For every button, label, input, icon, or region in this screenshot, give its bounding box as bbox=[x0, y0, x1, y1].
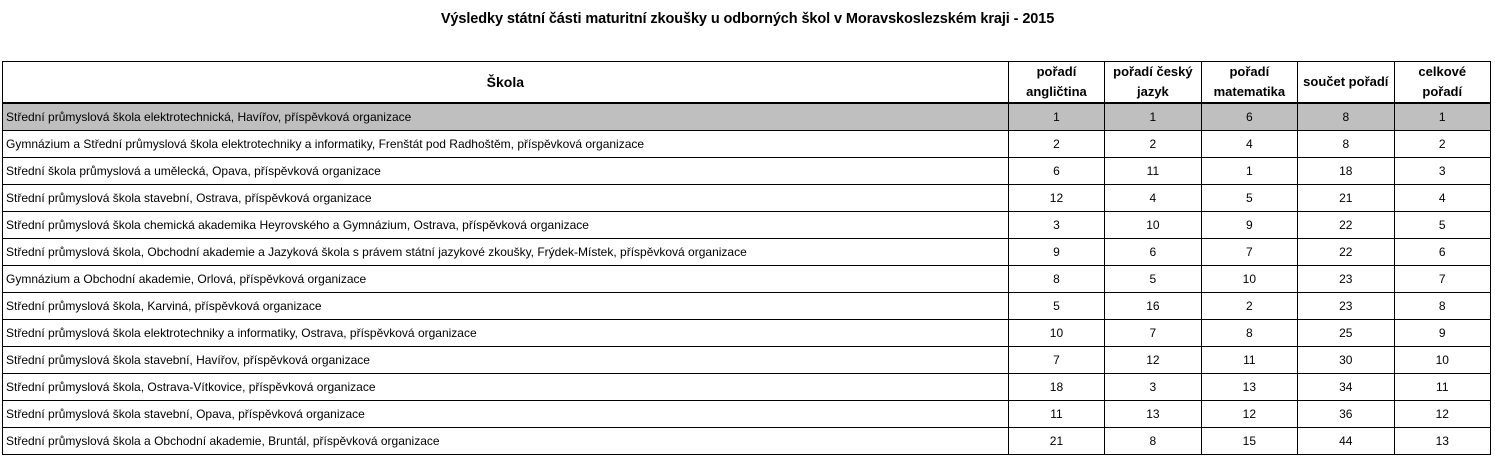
cell-overall: 9 bbox=[1394, 320, 1490, 347]
cell-overall: 2 bbox=[1394, 131, 1490, 158]
cell-overall: 5 bbox=[1394, 212, 1490, 239]
cell-sum: 8 bbox=[1298, 103, 1394, 131]
table-row[interactable] bbox=[3, 401, 1491, 428]
cell-sum: 8 bbox=[1298, 131, 1394, 158]
cell-english: 10 bbox=[1008, 320, 1104, 347]
cell-math: 2 bbox=[1201, 293, 1297, 320]
cell-sum: 34 bbox=[1298, 374, 1394, 401]
cell-math: 13 bbox=[1201, 374, 1297, 401]
cell-math: 7 bbox=[1201, 239, 1297, 266]
cell-school: Střední škola průmyslová a umělecká, Opava, příspěvková organizace bbox=[3, 158, 1009, 185]
cell-sum: 36 bbox=[1298, 401, 1394, 428]
table-row[interactable] bbox=[3, 212, 1491, 239]
cell-overall: 4 bbox=[1394, 185, 1490, 212]
cell-school: Gymnázium a Střední průmyslová škola elektrotechniky a informatiky, Frenštát pod Radhoštěm, příspěvková organizace bbox=[3, 131, 1009, 158]
cell-english: 5 bbox=[1008, 293, 1104, 320]
cell-czech: 2 bbox=[1105, 131, 1201, 158]
cell-school: Střední průmyslová škola, Ostrava-Vítkovice, příspěvková organizace bbox=[3, 374, 1009, 401]
cell-english: 11 bbox=[1008, 401, 1104, 428]
cell-math: 12 bbox=[1201, 401, 1297, 428]
cell-overall: 7 bbox=[1394, 266, 1490, 293]
table-row[interactable] bbox=[3, 131, 1491, 158]
column-header-math: pořadí matematika bbox=[1201, 62, 1297, 104]
header-row bbox=[3, 62, 1491, 104]
cell-english: 21 bbox=[1008, 428, 1104, 455]
cell-school: Střední průmyslová škola stavební, Opava, příspěvková organizace bbox=[3, 401, 1009, 428]
table-row[interactable] bbox=[3, 293, 1491, 320]
cell-sum: 25 bbox=[1298, 320, 1394, 347]
table-row[interactable] bbox=[3, 158, 1491, 185]
column-header-school: Škola bbox=[3, 62, 1009, 104]
cell-english: 12 bbox=[1008, 185, 1104, 212]
cell-czech: 5 bbox=[1105, 266, 1201, 293]
cell-math: 4 bbox=[1201, 131, 1297, 158]
cell-school: Gymnázium a Obchodní akademie, Orlová, příspěvková organizace bbox=[3, 266, 1009, 293]
table-row[interactable] bbox=[3, 374, 1491, 401]
cell-overall: 6 bbox=[1394, 239, 1490, 266]
table-row[interactable] bbox=[3, 347, 1491, 374]
cell-sum: 18 bbox=[1298, 158, 1394, 185]
cell-school: Střední průmyslová škola, Karviná, příspěvková organizace bbox=[3, 293, 1009, 320]
column-header-czech: pořadí český jazyk bbox=[1105, 62, 1201, 104]
cell-czech: 11 bbox=[1105, 158, 1201, 185]
cell-math: 8 bbox=[1201, 320, 1297, 347]
cell-math: 1 bbox=[1201, 158, 1297, 185]
table-row[interactable] bbox=[3, 266, 1491, 293]
cell-czech: 10 bbox=[1105, 212, 1201, 239]
cell-czech: 13 bbox=[1105, 401, 1201, 428]
cell-math: 11 bbox=[1201, 347, 1297, 374]
cell-math: 6 bbox=[1201, 103, 1297, 131]
column-header-english: pořadí angličtina bbox=[1008, 62, 1104, 104]
column-header-overall: celkové pořadí bbox=[1394, 62, 1490, 104]
cell-overall: 8 bbox=[1394, 293, 1490, 320]
cell-english: 8 bbox=[1008, 266, 1104, 293]
cell-math: 15 bbox=[1201, 428, 1297, 455]
page-title: Výsledky státní části maturitní zkoušky u odborných škol v Moravskoslezském kraji - 2015 bbox=[440, 11, 1055, 27]
cell-school: Střední průmyslová škola a Obchodní akademie, Bruntál, příspěvková organizace bbox=[3, 428, 1009, 455]
cell-english: 6 bbox=[1008, 158, 1104, 185]
cell-math: 9 bbox=[1201, 212, 1297, 239]
cell-english: 9 bbox=[1008, 239, 1104, 266]
cell-czech: 12 bbox=[1105, 347, 1201, 374]
cell-czech: 4 bbox=[1105, 185, 1201, 212]
cell-english: 2 bbox=[1008, 131, 1104, 158]
cell-school: Střední průmyslová škola stavební, Ostrava, příspěvková organizace bbox=[3, 185, 1009, 212]
cell-school: Střední průmyslová škola, Obchodní akademie a Jazyková škola s právem státní jazykové zkoušky, Frýdek-Místek, příspěvková organizace bbox=[3, 239, 1009, 266]
cell-czech: 16 bbox=[1105, 293, 1201, 320]
cell-sum: 22 bbox=[1298, 239, 1394, 266]
cell-school: Střední průmyslová škola stavební, Havířov, příspěvková organizace bbox=[3, 347, 1009, 374]
cell-overall: 10 bbox=[1394, 347, 1490, 374]
cell-sum: 22 bbox=[1298, 212, 1394, 239]
cell-english: 3 bbox=[1008, 212, 1104, 239]
cell-czech: 7 bbox=[1105, 320, 1201, 347]
results-table bbox=[2, 61, 1491, 455]
cell-czech: 3 bbox=[1105, 374, 1201, 401]
cell-school: Střední průmyslová škola elektrotechnická, Havířov, příspěvková organizace bbox=[3, 103, 1009, 131]
cell-math: 5 bbox=[1201, 185, 1297, 212]
table-row[interactable] bbox=[3, 320, 1491, 347]
cell-math: 10 bbox=[1201, 266, 1297, 293]
cell-sum: 30 bbox=[1298, 347, 1394, 374]
cell-overall: 1 bbox=[1394, 103, 1490, 131]
cell-overall: 3 bbox=[1394, 158, 1490, 185]
table-row[interactable] bbox=[3, 239, 1491, 266]
cell-english: 1 bbox=[1008, 103, 1104, 131]
cell-english: 18 bbox=[1008, 374, 1104, 401]
cell-sum: 21 bbox=[1298, 185, 1394, 212]
table-row[interactable] bbox=[3, 428, 1491, 455]
cell-sum: 23 bbox=[1298, 293, 1394, 320]
cell-overall: 11 bbox=[1394, 374, 1490, 401]
cell-czech: 8 bbox=[1105, 428, 1201, 455]
cell-sum: 44 bbox=[1298, 428, 1394, 455]
cell-overall: 13 bbox=[1394, 428, 1490, 455]
table-row[interactable] bbox=[3, 185, 1491, 212]
cell-czech: 6 bbox=[1105, 239, 1201, 266]
table-row[interactable] bbox=[3, 103, 1491, 131]
cell-overall: 12 bbox=[1394, 401, 1490, 428]
cell-czech: 1 bbox=[1105, 103, 1201, 131]
cell-sum: 23 bbox=[1298, 266, 1394, 293]
cell-school: Střední průmyslová škola chemická akademika Heyrovského a Gymnázium, Ostrava, příspěvková organizace bbox=[3, 212, 1009, 239]
cell-english: 7 bbox=[1008, 347, 1104, 374]
cell-school: Střední průmyslová škola elektrotechniky a informatiky, Ostrava, příspěvková organizace bbox=[3, 320, 1009, 347]
column-header-sum: součet pořadí bbox=[1298, 62, 1394, 104]
